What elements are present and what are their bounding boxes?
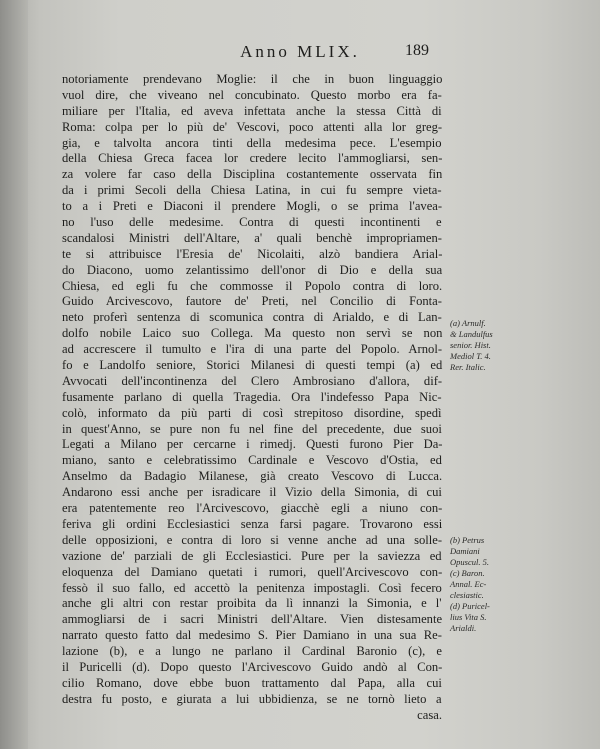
text-line: era patentemente reo l'Arcivescovo, giacchè egli a niuno con- xyxy=(62,501,443,516)
text-line: miano, santo e celebratissimo Cardinale e Vescovo d'Ostia, ed xyxy=(62,453,442,468)
text-line: lazione (b), e a lungo ne parlano il Cardinal Baronio (c), e xyxy=(62,644,442,659)
text-line: fo e Landolfo seniore, Storici Milanesi di questi tempi (a) ed xyxy=(62,358,443,373)
text-line: colò, informato da più parti di così strepitoso disordine, spedì xyxy=(62,405,442,420)
text-line: Legati a Milano per cercarne i rimedj. Questi furono Pier Da- xyxy=(62,437,443,452)
text-line: in quest'Anno, se pure non fu nel fine del precedente, due suoi xyxy=(62,421,442,436)
body-text xyxy=(62,72,442,724)
text-line: eloquenza del Damiano quetati i rumori, quell'Arcivescovo con- xyxy=(62,564,443,579)
margin-note-line: (b) Petrus xyxy=(450,535,485,545)
text-line: za volere far caso della Disciplina costantemente osservata fin xyxy=(62,167,443,182)
text-line: te si attribuisce l'Eresia de' Nicolaiti, alzò bandiera Arial- xyxy=(62,246,443,261)
text-line: della Chiesa Greca facea lor credere lecito l'ammogliarsi, sen- xyxy=(62,151,443,166)
text-line: no l'uso delle medesime. Contra di questi incontinenti e xyxy=(62,215,442,230)
margin-note-line: Arialdi. xyxy=(450,623,477,633)
text-line: do Diacono, uomo zelantissimo dell'onor di Dio e della sua xyxy=(62,262,443,277)
text-line: da i primi Secoli della Chiesa Latina, in cui fu sempre vieta- xyxy=(62,183,442,198)
margin-note-line: (d) Puricel- xyxy=(450,601,490,611)
margin-note-line: & Landulfus xyxy=(450,329,493,339)
text-line: Guido Arcivescovo, fautore de' Preti, nel Concilio di Fonta- xyxy=(62,294,442,309)
text-line: destra fu posto, e giurata a lui ubbidienza, se ne tornò lieto a xyxy=(62,691,442,706)
text-line: ad accrescere il tumulto e l'ira di una parte del Popolo. Arnol- xyxy=(62,342,443,357)
text-line: Avvocati dell'incontinenza del Clero Ambrosiano d'allora, dif- xyxy=(62,373,443,388)
text-line: vuol dire, che viveano nel concubinato. Questo morbo era fa- xyxy=(62,87,442,102)
text-line: to a i Preti e Diaconi il prendere Mogli, o se prima l'avea- xyxy=(62,199,443,214)
margin-note-line: (a) Arnulf. xyxy=(450,318,486,328)
text-line: il Puricelli (d). Dopo questo l'Arcivescovo Guido andò al Con- xyxy=(62,659,443,674)
text-line: ammogliarsi de i sacri Ministri dell'Altare. Vien distesamente xyxy=(62,612,443,627)
margin-note-line: Rer. Italic. xyxy=(450,362,486,372)
text-line: Roma: colpa per lo più de' Vescovi, poco attenti alla lor greg- xyxy=(62,119,443,134)
binding-gutter xyxy=(0,0,28,749)
text-line: narrato questo fatto dal medesimo S. Pier Damiano in una sua Re- xyxy=(62,628,442,643)
text-line: gia, e talvolta ancora tinti della medesima pece. L'esempio xyxy=(62,135,442,150)
running-head: Anno MLIX. xyxy=(240,42,360,61)
margin-note-line: clesiastic. xyxy=(450,590,484,600)
margin-note-line: senior. Hist. xyxy=(450,340,491,350)
margin-note-b-c-d xyxy=(450,535,512,634)
text-line: neto proferì sentenza di scomunica contra di Arialdo, e di Lan- xyxy=(62,310,442,325)
text-line: anche gli altri con restar proibita da lì innanzi la Simonia, e l' xyxy=(62,596,442,611)
margin-note-line: Opuscul. 5. xyxy=(450,557,489,567)
margin-note-a xyxy=(450,318,512,373)
text-line: vazione de' parziali de gli Ecclesiastici. Pure per la saviezza ed xyxy=(62,548,442,563)
text-line: casa. xyxy=(417,707,442,722)
text-line: fessò il suo fallo, ed accettò la penitenza impostagli. Così fecero xyxy=(62,580,442,595)
text-line: miliare per l'Italia, ed aveva infettata anche la stessa Città di xyxy=(62,103,442,118)
text-line: fusamente parlano di quella Tragedia. Ora l'indefesso Papa Nic- xyxy=(62,389,442,404)
text-line: Chiesa, ed egli fu che commosse il Popolo contra di loro. xyxy=(62,278,443,293)
text-line: Andarono essi anche per isradicare il Vizio della Simonia, di cui xyxy=(62,485,442,500)
margin-note-line: (c) Baron. xyxy=(450,568,485,578)
margin-note-line: Mediol T. 4. xyxy=(450,351,491,361)
text-line: delle opposizioni, e contra di loro si venne anche ad una solle- xyxy=(62,532,443,547)
margin-note-line: Annal. Ec- xyxy=(450,579,487,589)
text-line: cilio Romano, dove ebbe buon trattamento dal Papa, alla cui xyxy=(62,675,442,690)
text-line: dolfo nobile Laico suo Collega. Ma questo non servì se non xyxy=(62,326,443,341)
margin-note-line: Damiani xyxy=(450,546,480,556)
margin-note-line: lius Vita S. xyxy=(450,612,487,622)
text-line: scandalosi Ministri dell'Altare, a' quali benchè impropriamen- xyxy=(62,230,442,245)
page-number: 189 xyxy=(405,42,429,59)
text-line: notoriamente prendevano Moglie: il che in buon linguaggio xyxy=(62,72,443,86)
text-line: feriva gli ordini Ecclesiastici senza farsi pagare. Trovarono essi xyxy=(62,516,443,531)
text-line: Anselmo da Badagio Milanese, già creato Vescovo di Lucca. xyxy=(62,469,443,484)
